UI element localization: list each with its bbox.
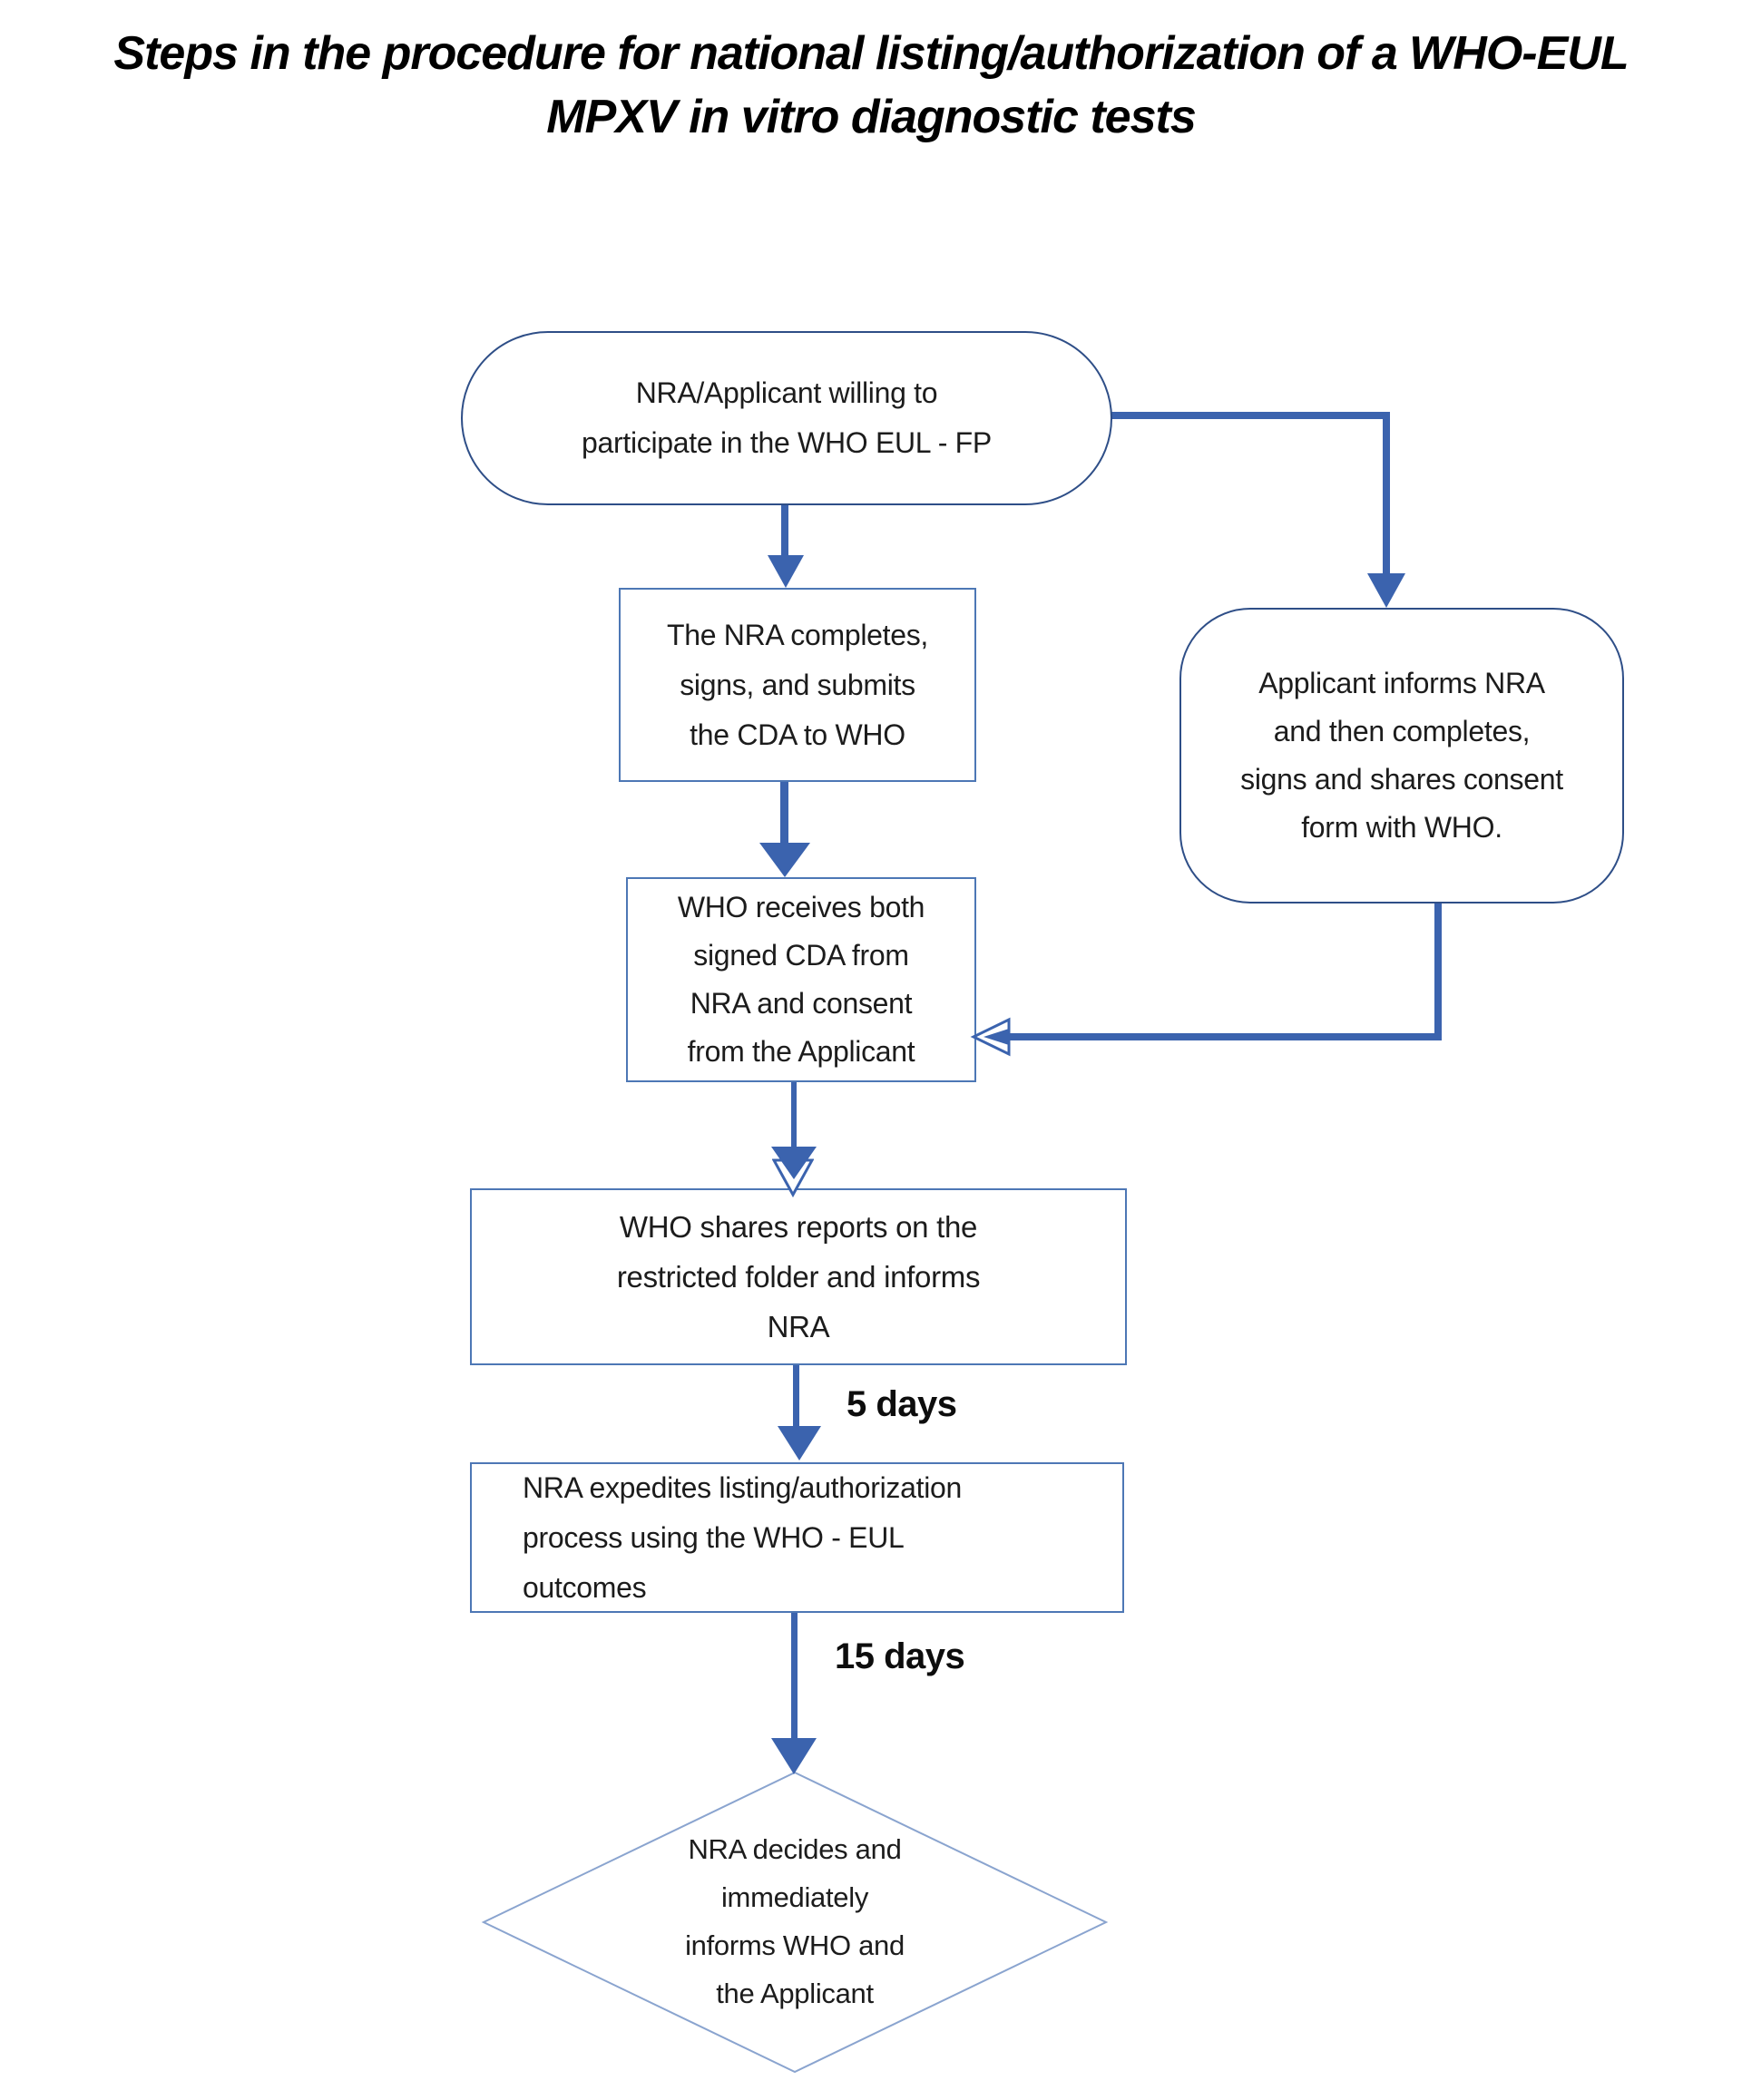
node-who-receives-line: from the Applicant <box>687 1035 915 1068</box>
node-nra-expedites-line: outcomes <box>523 1570 647 1604</box>
connector-start-to-consent-hshaft <box>1109 412 1390 419</box>
node-who-shares-reports-line: NRA <box>767 1310 830 1343</box>
connector-shares-to-expedites-shaft <box>793 1365 799 1429</box>
connector-receives-to-shares-shaft <box>791 1082 797 1150</box>
node-applicant-consent-line: form with WHO. <box>1301 811 1502 844</box>
node-applicant-consent-line: signs and shares consent <box>1240 763 1563 796</box>
node-who-shares-reports-line: restricted folder and informs <box>616 1260 981 1294</box>
connector-consent-to-receives-vshaft <box>1434 900 1442 1040</box>
edge-label-15-days: 15 days <box>835 1636 965 1676</box>
node-nra-completes-cda-line: signs, and submits <box>680 668 915 701</box>
node-nra-decides-line: informs WHO and <box>685 1929 905 1961</box>
node-nra-expedites-line: NRA expedites listing/authorization <box>523 1470 963 1504</box>
node-applicant-consent-line: and then completes, <box>1273 715 1531 747</box>
node-nra-expedites <box>470 1462 1124 1613</box>
node-nra-decides-line: immediately <box>720 1881 869 1913</box>
node-start <box>461 331 1112 505</box>
node-nra-expedites-line: process using the WHO - EUL <box>523 1520 905 1554</box>
page-title-line2: MPXV in vitro diagnostic tests <box>546 91 1196 143</box>
arrowhead-down-icon <box>768 555 804 588</box>
connector-expedites-to-decides-shaft <box>791 1613 798 1742</box>
node-applicant-consent-line: Applicant informs NRA <box>1258 667 1545 699</box>
edge-label-5-days: 5 days <box>847 1384 957 1424</box>
node-applicant-consent <box>1179 608 1624 903</box>
connector-consent-to-receives-hshaft <box>1003 1033 1438 1040</box>
connector-start-to-consent-vshaft <box>1383 412 1390 575</box>
node-who-receives-line: WHO receives both <box>677 891 925 923</box>
node-who-receives-line: NRA and consent <box>690 987 913 1020</box>
page-title <box>0 22 1742 149</box>
connector-cda-to-receives-shaft <box>780 782 788 845</box>
arrowhead-down-icon <box>771 1147 817 1179</box>
node-nra-decides-line: the Applicant <box>716 1978 874 2009</box>
node-nra-completes-cda <box>619 588 976 782</box>
arrowhead-down-icon <box>759 843 810 877</box>
connector-start-to-cda-shaft <box>781 505 788 559</box>
page-title-line1: Steps in the procedure for national listing/authorization of a WHO-EUL <box>113 27 1629 80</box>
arrowhead-down-icon <box>778 1426 821 1460</box>
node-who-shares-reports-line: WHO shares reports on the <box>619 1210 978 1244</box>
node-nra-decides <box>586 1825 1003 2017</box>
node-who-shares-reports <box>470 1188 1127 1365</box>
node-nra-completes-cda-line: The NRA completes, <box>666 618 929 651</box>
node-start-line: participate in the WHO EUL - FP <box>582 426 992 459</box>
node-nra-decides-line: NRA decides and <box>688 1833 902 1865</box>
arrowhead-down-icon <box>1367 573 1405 608</box>
arrowhead-down-icon <box>771 1738 817 1774</box>
node-who-receives-line: signed CDA from <box>693 939 909 972</box>
node-start-line: NRA/Applicant willing to <box>635 376 938 409</box>
node-nra-completes-cda-line: the CDA to WHO <box>690 718 905 751</box>
node-who-receives <box>626 877 976 1082</box>
arrowhead-open-left-icon <box>969 1017 1013 1057</box>
